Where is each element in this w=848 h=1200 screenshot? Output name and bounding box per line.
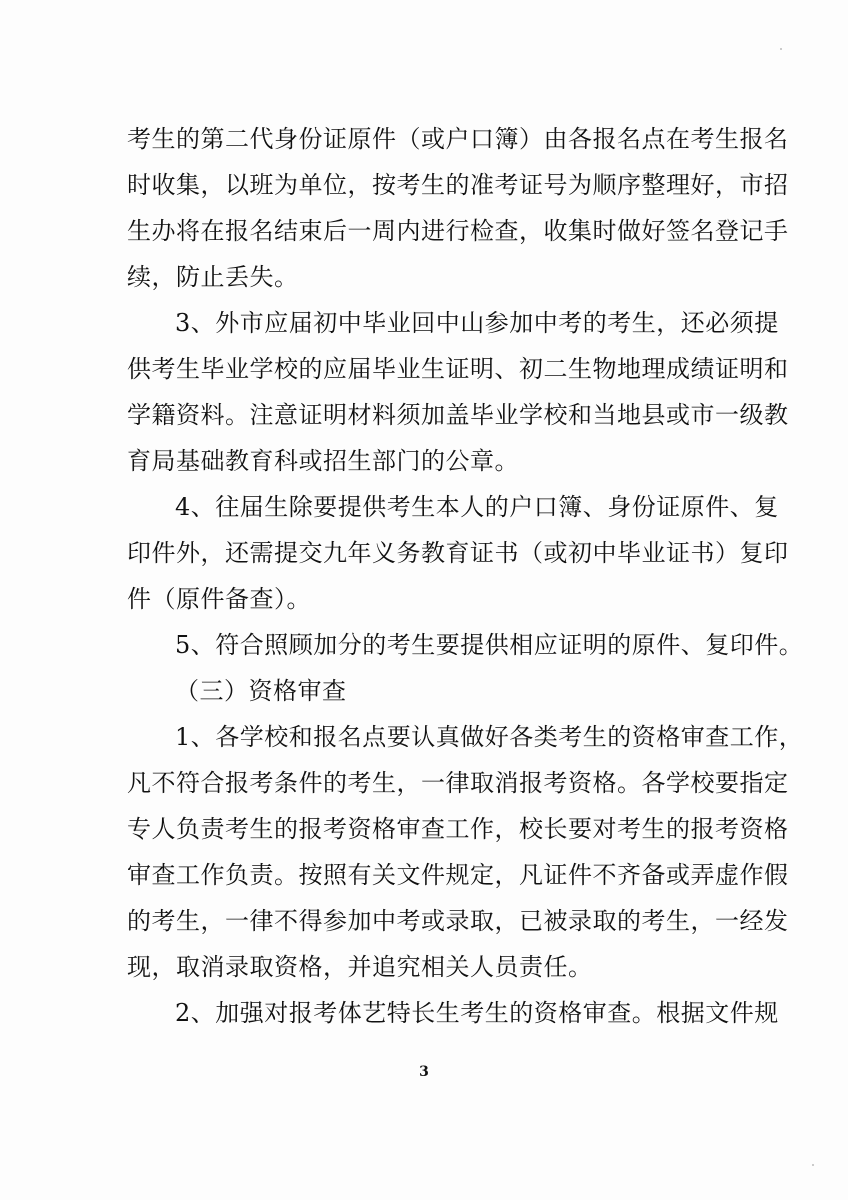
body-line-1: 考生的第二代身份证原件（或户口簿）由各报名点在考生报名: [127, 125, 789, 153]
body-line-8: 育局基础教育科或招生部门的公章。: [127, 447, 519, 475]
scan-speck: [780, 48, 782, 50]
body-line-16: 专人负责考生的报考资格审查工作，校长要对考生的报考资格: [127, 815, 789, 843]
body-line-2: 时收集，以班为单位，按考生的准考证号为顺序整理好，市招: [127, 171, 789, 199]
body-line-14: 1、各学校和报名点要认真做好各类考生的资格审查工作，: [175, 723, 804, 751]
body-line-9: 4、往届生除要提供考生本人的户口簿、身份证原件、复: [175, 493, 779, 521]
body-line-5: 3、外市应届初中毕业回中山参加中考的考生，还必须提: [175, 309, 779, 337]
section-heading: （三）资格审查: [175, 677, 347, 705]
scan-speck: [812, 1164, 814, 1166]
body-line-7: 学籍资料。注意证明材料须加盖毕业学校和当地县或市一级教: [127, 401, 789, 429]
body-line-4: 续，防止丢失。: [127, 263, 299, 291]
body-line-17: 审查工作负责。按照有关文件规定，凡证件不齐备或弄虚作假: [127, 861, 789, 889]
body-line-15: 凡不符合报考条件的考生，一律取消报考资格。各学校要指定: [127, 769, 789, 797]
body-line-11: 件（原件备查）。: [127, 585, 311, 613]
body-line-20: 2、加强对报考体艺特长生考生的资格审查。根据文件规: [175, 999, 779, 1027]
body-line-18: 的考生，一律不得参加中考或录取，已被录取的考生，一经发: [127, 907, 789, 935]
body-line-3: 生办将在报名结束后一周内进行检查，收集时做好签名登记手: [127, 217, 789, 245]
body-line-10: 印件外，还需提交九年义务教育证书（或初中毕业证书）复印: [127, 539, 789, 567]
body-line-12: 5、符合照顾加分的考生要提供相应证明的原件、复印件。: [175, 631, 804, 659]
body-line-6: 供考生毕业学校的应届毕业生证明、初二生物地理成绩证明和: [127, 355, 789, 383]
body-line-19: 现，取消录取资格，并追究相关人员责任。: [127, 953, 593, 981]
page-number: 3: [419, 1064, 429, 1080]
